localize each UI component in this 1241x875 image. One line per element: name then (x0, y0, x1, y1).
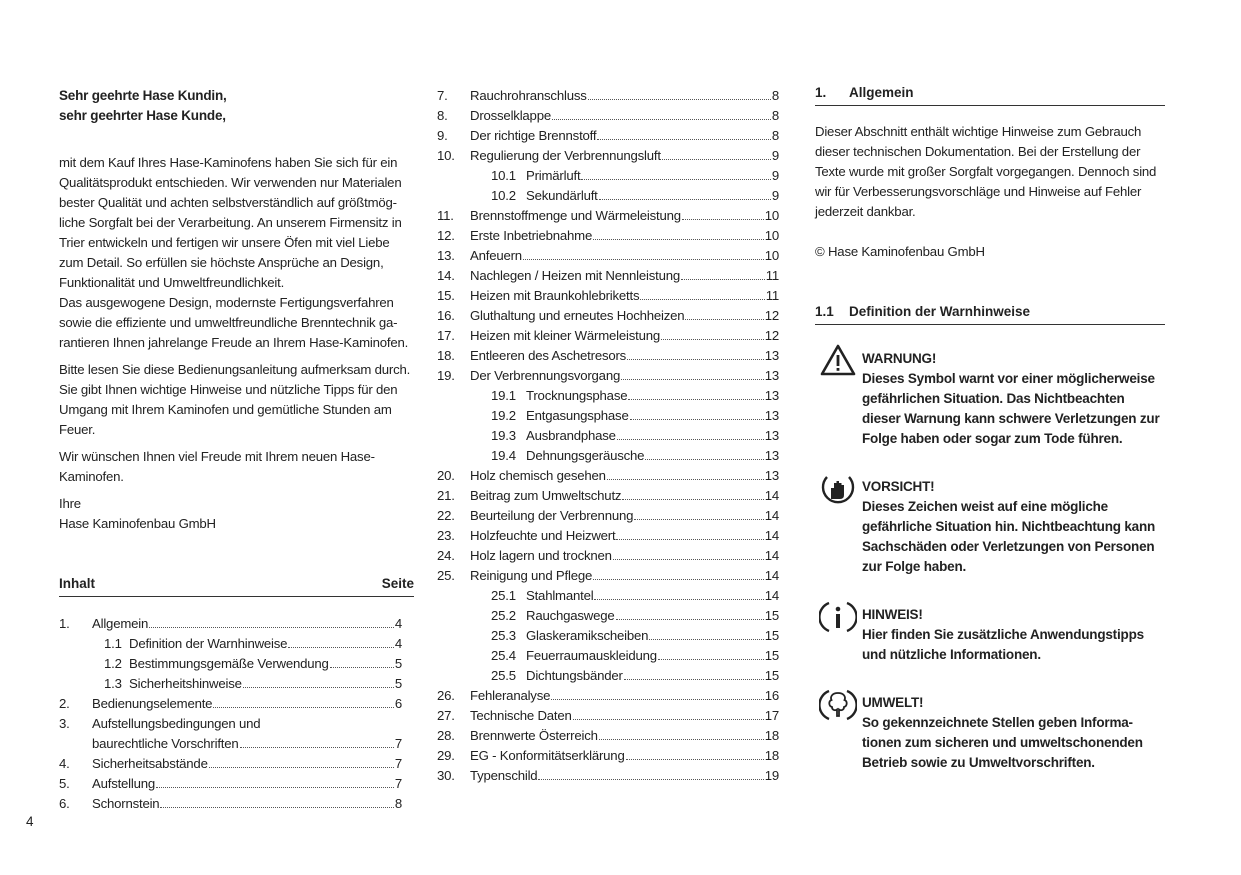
toc-entry (59, 634, 402, 654)
toc-entry-page: 9 (771, 168, 779, 183)
toc-leader-dots (682, 206, 764, 220)
toc-entry (437, 286, 779, 306)
text-line: Sachschäden oder Verletzungen von Personen (862, 539, 1155, 554)
text-line: Qualitätsprodukt entschieden. Wir verwenden nur Materialen (59, 175, 402, 190)
toc-entry-page: 7 (394, 756, 402, 771)
text-line: Feuer. (59, 422, 96, 437)
text-line: jederzeit dankbar. (815, 204, 916, 219)
toc-leader-dots (613, 546, 764, 560)
toc-entry-page: 18 (764, 728, 779, 743)
toc-entry-number: 16. (437, 308, 455, 323)
toc-entry-page: 14 (764, 508, 779, 523)
toc-entry-number: 3. (59, 716, 70, 731)
toc-entry-number: 19.1 (491, 388, 516, 403)
toc-entry-number: 2. (59, 696, 70, 711)
toc-entry (59, 614, 402, 634)
toc-entry-page: 15 (764, 668, 779, 683)
toc-entry-page: 12 (764, 328, 779, 343)
toc-leader-dots (594, 586, 763, 600)
toc-entry-page: 9 (771, 188, 779, 203)
toc-leader-dots (627, 346, 764, 360)
toc-entry-title: Heizen mit kleiner Wärmeleistung (470, 328, 661, 343)
toc-entry-number: 25.4 (491, 648, 516, 663)
toc-entry-number: 18. (437, 348, 455, 363)
toc-entry-title: Schornstein (92, 796, 160, 811)
toc-entry (437, 106, 779, 126)
text-line: liche Sorgfalt bei der Verarbeitung. An unserem Firmensitz in (59, 215, 402, 230)
toc-entry (59, 734, 402, 754)
toc-entry-page: 4 (394, 636, 402, 651)
toc-entry-title: Feuerraumauskleidung (526, 648, 657, 663)
toc-entry (437, 726, 779, 746)
toc-entry-title: Beurteilung der Verbrennung (470, 508, 634, 523)
toc-leader-dots (661, 326, 764, 340)
toc-leader-dots (616, 606, 764, 620)
toc-entry-number: 5. (59, 776, 70, 791)
toc-leader-dots (681, 266, 765, 280)
hand-caution-icon (819, 471, 857, 507)
toc-leader-dots (607, 466, 764, 480)
toc-entry-page: 10 (764, 248, 779, 263)
text-line: Umgang mit Ihrem Kaminofen und gemütliche Stunden am (59, 402, 392, 417)
toc-entry-number: 20. (437, 468, 455, 483)
toc-leader-dots (552, 106, 771, 120)
toc-entry-page: 14 (764, 488, 779, 503)
toc-entry-number: 6. (59, 796, 70, 811)
toc-entry-number: 24. (437, 548, 455, 563)
toc-entry-number: 12. (437, 228, 455, 243)
toc-entry-title: Definition der Warnhinweise (129, 636, 288, 651)
toc-entry-title: Nachlegen / Heizen mit Nennleistung (470, 268, 680, 283)
toc-entry (437, 706, 779, 726)
text-line: Folge haben oder sogar zum Tode führen. (862, 431, 1123, 446)
text-line: Betrieb sowie zu Umweltvorschriften. (862, 755, 1095, 770)
greeting-line: sehr geehrter Hase Kunde, (59, 108, 226, 123)
toc-leader-dots (617, 426, 764, 440)
toc-entry-page: 5 (394, 676, 402, 691)
toc-leader-dots (685, 306, 763, 320)
toc-entry (437, 646, 779, 666)
toc-leader-dots (156, 774, 394, 788)
section-number: 1. (815, 85, 827, 100)
toc-entry-title: Beitrag zum Umweltschutz (470, 488, 622, 503)
toc-entry-title: Bestimmungsgemäße Verwendung (129, 656, 329, 671)
toc-entry-page: 8 (771, 128, 779, 143)
toc-leader-dots (209, 754, 394, 768)
toc-entry (437, 146, 779, 166)
text-line: sowie die effiziente und umweltfreundliche Brenntechnik ga- (59, 315, 398, 330)
toc-entry (437, 486, 779, 506)
toc-entry-number: 21. (437, 488, 455, 503)
toc-entry-title: Allgemein (92, 616, 149, 631)
toc-entry-number: 28. (437, 728, 455, 743)
toc-entry-page: 13 (764, 408, 779, 423)
notice-text (862, 605, 1177, 665)
text-line: mit dem Kauf Ihres Hase-Kaminofens haben Sie sich für ein (59, 155, 398, 170)
toc-entry (437, 566, 779, 586)
text-line: dieser Warnung kann schwere Verletzungen zur (862, 411, 1160, 426)
toc-entry-title: Sicherheitshinweise (129, 676, 242, 691)
toc-entry-title: Heizen mit Braunkohlebriketts (470, 288, 640, 303)
text-line: Hier finden Sie zusätzliche Anwendungstipps (862, 627, 1144, 642)
letter-paragraph (59, 360, 414, 440)
notice-text (862, 693, 1177, 773)
toc-entry (437, 226, 779, 246)
toc-entry-page: 11 (765, 288, 779, 303)
text-line: zur Folge haben. (862, 559, 967, 574)
toc-entry-page: 14 (764, 528, 779, 543)
toc-entry-page: 13 (764, 448, 779, 463)
toc-entry-title: Entleeren des Aschetresors (470, 348, 627, 363)
toc-entry-number: 1.1 (104, 636, 122, 651)
toc-entry-page: 6 (394, 696, 402, 711)
toc-entry-page: 14 (764, 588, 779, 603)
greeting-line: Sehr geehrte Hase Kundin, (59, 88, 227, 103)
toc-entry-title: Dehnungsgeräusche (526, 448, 645, 463)
toc-entry-title: Rauchgaswege (526, 608, 615, 623)
toc-entry-page: 15 (764, 648, 779, 663)
toc-entry (59, 714, 402, 734)
toc-entry-page: 13 (764, 428, 779, 443)
toc-entry-title: Regulierung der Verbrennungsluft (470, 148, 661, 163)
toc-entry-page: 7 (394, 736, 402, 751)
text-line: Texte wurde mit großer Sorgfalt vorgegangen. Dennoch sind (815, 164, 1157, 179)
toc-entry-title: baurechtliche Vorschriften (92, 736, 239, 751)
toc-entry-number: 14. (437, 268, 455, 283)
toc-entry-number: 10.2 (491, 188, 516, 203)
toc-entry-title: Technische Daten (470, 708, 572, 723)
toc-entry-title: Holz chemisch gesehen (470, 468, 606, 483)
toc-leader-dots (593, 226, 764, 240)
toc-entry (437, 346, 779, 366)
toc-entry-page: 16 (764, 688, 779, 703)
text-line: Sie gibt Ihnen wichtige Hinweise und nützliche Tipps für den (59, 382, 398, 397)
toc-entry (437, 186, 779, 206)
toc-entry-number: 30. (437, 768, 455, 783)
toc-entry-title: Fehleranalyse (470, 688, 551, 703)
toc-entry (437, 206, 779, 226)
toc-entry-number: 17. (437, 328, 455, 343)
toc-entry-number: 25.5 (491, 668, 516, 683)
toc-entry-number: 19.3 (491, 428, 516, 443)
toc-entry-page: 13 (764, 348, 779, 363)
toc-leader-dots (645, 446, 763, 460)
text-line: gefährlichen Situation. Das Nichtbeachten (862, 391, 1125, 406)
text-line: Funktionalität und Umweltfreundlichkeit. (59, 275, 285, 290)
toc-leader-dots (599, 726, 764, 740)
toc-entry-title: Ausbrandphase (526, 428, 616, 443)
toc-entry-page: 19 (764, 768, 779, 783)
toc-entry (437, 426, 779, 446)
text-line: So gekennzeichnete Stellen geben Informa- (862, 715, 1133, 730)
toc-entry (437, 526, 779, 546)
toc-entry (437, 326, 779, 346)
toc-entry-title: Stahlmantel (526, 588, 594, 603)
toc-leader-dots (621, 366, 764, 380)
toc-leader-dots (599, 186, 771, 200)
toc-entry-page: 18 (764, 748, 779, 763)
toc-leader-dots (658, 646, 764, 660)
section-heading (815, 302, 1165, 325)
copyright-line: © Hase Kaminofenbau GmbH (815, 244, 985, 259)
toc-entry-title: Trocknungsphase (526, 388, 628, 403)
toc-entry-title: Erste Inbetriebnahme (470, 228, 593, 243)
toc-entry-number: 23. (437, 528, 455, 543)
toc-entry-number: 27. (437, 708, 455, 723)
toc-entry-title: Rauchrohranschluss (470, 88, 587, 103)
toc-entry (437, 166, 779, 186)
text-line: Trier entwickeln und fertigen wir unsere Öfen mit viel Liebe (59, 235, 390, 250)
toc-entry (59, 694, 402, 714)
toc-entry (437, 86, 779, 106)
toc-entry-title: Der Verbrennungsvorgang (470, 368, 621, 383)
toc-entry-title: Reinigung und Pflege (470, 568, 593, 583)
toc-entry-title: Brennstoffmenge und Wärmeleistung (470, 208, 681, 223)
toc-entry-page: 13 (764, 468, 779, 483)
text-line: tionen zum sicheren und umweltschonenden (862, 735, 1143, 750)
toc-leader-dots (597, 126, 770, 140)
toc-heading-page-label: Seite (381, 576, 414, 591)
toc-leader-dots (243, 674, 394, 688)
toc-leader-dots (149, 614, 394, 628)
text-line: rantieren Ihnen jahrelange Freude an Ihrem Hase-Kaminofen. (59, 335, 409, 350)
toc-entry (59, 754, 402, 774)
toc-entry-number: 25. (437, 568, 455, 583)
signature-company: Hase Kaminofenbau GmbH (59, 516, 216, 531)
section-body (815, 122, 1165, 262)
toc-heading-title: Inhalt (59, 576, 95, 591)
toc-leader-dots (551, 686, 763, 700)
toc-entry-number: 25.3 (491, 628, 516, 643)
toc-entry-page: 17 (764, 708, 779, 723)
toc-entry (59, 794, 402, 814)
toc-entry (437, 246, 779, 266)
toc-entry-page: 8 (771, 108, 779, 123)
notice-label: VORSICHT! (862, 479, 935, 494)
notice-label: UMWELT! (862, 695, 924, 710)
toc-entry-number: 1.2 (104, 656, 122, 671)
toc-entry (437, 546, 779, 566)
toc-entry-page: 13 (764, 368, 779, 383)
text-line: dieser technischen Dokumentation. Bei der Erstellung der (815, 144, 1141, 159)
toc-entry-page: 4 (394, 616, 402, 631)
toc-entry-number: 13. (437, 248, 455, 263)
toc-entry-title: Gluthaltung und erneutes Hochheizen (470, 308, 685, 323)
toc-entry-page: 10 (764, 208, 779, 223)
toc-entry-number: 10. (437, 148, 455, 163)
toc-entry-title: Brennwerte Österreich (470, 728, 598, 743)
text-line: Dieser Abschnitt enthält wichtige Hinweise zum Gebrauch (815, 124, 1142, 139)
toc-entry-title: Aufstellungsbedingungen und (92, 716, 261, 731)
toc-entry (437, 126, 779, 146)
text-line: wir für Verbesserungsvorschläge und Hinweise auf Fehler (815, 184, 1142, 199)
section-title: Definition der Warnhinweise (849, 304, 1031, 319)
toc-entry-number: 25.1 (491, 588, 516, 603)
toc-entry (437, 626, 779, 646)
notice-text (862, 349, 1177, 449)
toc-entry (437, 686, 779, 706)
toc-entry-title: EG - Konformitätserklärung (470, 748, 625, 763)
toc-entry-title: Typenschild (470, 768, 538, 783)
notice-text (862, 477, 1177, 577)
toc-entry-page: 10 (764, 228, 779, 243)
toc-entry-number: 1. (59, 616, 70, 631)
toc-leader-dots (538, 766, 763, 780)
toc-entry-title: Der richtige Brennstoff (470, 128, 597, 143)
toc-entry-page: 14 (764, 548, 779, 563)
toc-entry-title: Bedienungselemente (92, 696, 213, 711)
info-icon (819, 599, 857, 635)
toc-entry (437, 386, 779, 406)
section-number: 1.1 (815, 304, 834, 319)
toc-entry-page: 15 (764, 628, 779, 643)
toc-entry-page: 8 (771, 88, 779, 103)
toc-entry-title: Anfeuern (470, 248, 522, 263)
text-line: bester Qualität und achten selbstverständlich auf größtmög- (59, 195, 397, 210)
toc-entry (437, 266, 779, 286)
toc-entry-page: 8 (394, 796, 402, 811)
toc-leader-dots (573, 706, 764, 720)
toc-leader-dots (588, 86, 771, 100)
toc-entry-number: 22. (437, 508, 455, 523)
page-number: 4 (26, 814, 34, 829)
welcome-letter (59, 86, 414, 534)
toc-leader-dots (213, 694, 394, 708)
toc-entry-title: Glaskeramikscheiben (526, 628, 649, 643)
toc-entry (437, 586, 779, 606)
toc-leader-dots (593, 566, 764, 580)
toc-entry-number: 29. (437, 748, 455, 763)
toc-entry (437, 306, 779, 326)
toc-entry (437, 606, 779, 626)
toc-entry (59, 774, 402, 794)
toc-entry-title: Drosselklappe (470, 108, 551, 123)
toc-entry-page: 7 (394, 776, 402, 791)
toc-entry-number: 8. (437, 108, 448, 123)
text-line: Bitte lesen Sie diese Bedienungsanleitung aufmerksam durch. (59, 362, 411, 377)
toc-entry-title: Primärluft (526, 168, 581, 183)
text-line: zum Detail. So erfüllen sie höchste Ansprüche an Design, (59, 255, 384, 270)
letter-paragraph (59, 447, 414, 487)
closing-line: Ihre (59, 496, 81, 511)
text-line: Kaminofen. (59, 469, 124, 484)
section-title: Allgemein (849, 85, 914, 100)
toc-entry-page: 15 (764, 608, 779, 623)
toc-leader-dots (622, 486, 763, 500)
toc-entry (437, 766, 779, 786)
toc-entry-title: Sicherheitsabstände (92, 756, 208, 771)
toc-entry-page: 12 (764, 308, 779, 323)
toc-leader-dots (330, 654, 394, 668)
text-line: Dieses Symbol warnt vor einer möglicherweise (862, 371, 1155, 386)
toc-leader-dots (160, 794, 393, 808)
toc-entry-title: Sekundärluft (526, 188, 598, 203)
toc-leader-dots (628, 386, 763, 400)
toc-heading (59, 574, 414, 597)
toc-entry-page: 5 (394, 656, 402, 671)
toc-entry-page: 13 (764, 388, 779, 403)
toc-leader-dots (240, 734, 394, 748)
warning-triangle-icon (819, 343, 857, 379)
toc-entry-number: 15. (437, 288, 455, 303)
toc-entry (437, 406, 779, 426)
section-heading (815, 83, 1165, 106)
text-line: Wir wünschen Ihnen viel Freude mit Ihrem neuen Hase- (59, 449, 375, 464)
notice-label: WARNUNG! (862, 351, 937, 366)
toc-leader-dots (616, 526, 763, 540)
toc-entry-page: 14 (764, 568, 779, 583)
toc-leader-dots (523, 246, 764, 260)
text-line: Dieses Zeichen weist auf eine mögliche (862, 499, 1108, 514)
toc-entry-number: 1.3 (104, 676, 122, 691)
toc-leader-dots (288, 634, 394, 648)
toc-entry-title: Entgasungsphase (526, 408, 629, 423)
toc-leader-dots (626, 746, 764, 760)
toc-entry (437, 666, 779, 686)
toc-entry-title: Holzfeuchte und Heizwert (470, 528, 616, 543)
toc-entry-number: 19.4 (491, 448, 516, 463)
toc-entry (437, 746, 779, 766)
toc-leader-dots (581, 166, 770, 180)
text-line: gefährliche Situation hin. Nichtbeachtung kann (862, 519, 1156, 534)
toc-entry-title: Dichtungsbänder (526, 668, 623, 683)
toc-entry (59, 654, 402, 674)
toc-leader-dots (640, 286, 764, 300)
toc-leader-dots (624, 666, 764, 680)
toc-entry (437, 366, 779, 386)
notice-label: HINWEIS! (862, 607, 923, 622)
toc-entry (59, 674, 402, 694)
toc-entry-number: 19. (437, 368, 455, 383)
toc-entry-number: 19.2 (491, 408, 516, 423)
toc-entry-number: 26. (437, 688, 455, 703)
toc-entry-page: 9 (771, 148, 779, 163)
toc-leader-dots (630, 406, 764, 420)
toc-entry-number: 11. (437, 208, 454, 223)
tree-environment-icon (819, 687, 857, 723)
toc-entry-title: Aufstellung (92, 776, 156, 791)
toc-entry-number: 7. (437, 88, 448, 103)
toc-leader-dots (634, 506, 763, 520)
toc-entry-number: 4. (59, 756, 70, 771)
text-line: Das ausgewogene Design, modernste Fertigungsverfahren (59, 295, 394, 310)
toc-entry (437, 506, 779, 526)
letter-paragraph (59, 153, 414, 353)
toc-entry (437, 466, 779, 486)
toc-leader-dots (649, 626, 763, 640)
toc-entry (437, 446, 779, 466)
toc-entry-page: 11 (765, 268, 779, 283)
toc-entry-title: Holz lagern und trocknen (470, 548, 612, 563)
toc-entry-number: 9. (437, 128, 448, 143)
text-line: und nützliche Informationen. (862, 647, 1041, 662)
toc-entry-number: 10.1 (491, 168, 516, 183)
toc-leader-dots (662, 146, 771, 160)
toc-entry-number: 25.2 (491, 608, 516, 623)
